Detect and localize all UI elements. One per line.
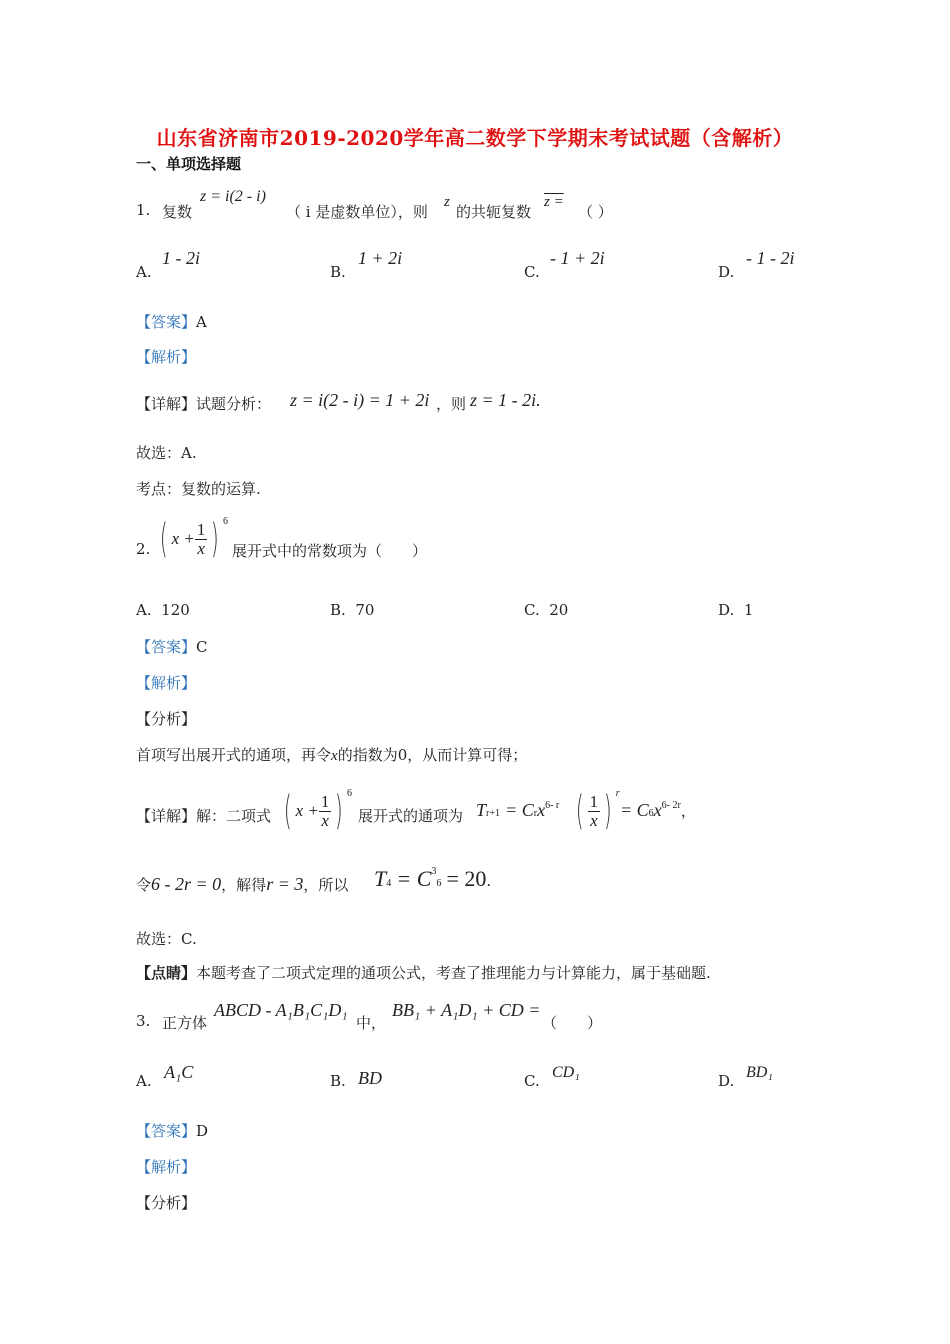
- q2-choose: 故选：C.: [136, 930, 197, 948]
- q3-option-c-value: CD₁: [552, 1064, 580, 1081]
- q1-option-c-label: C.: [524, 263, 540, 281]
- q2-detail2-frac-num: 1: [589, 791, 599, 811]
- q3-option-b-label: B.: [330, 1072, 346, 1090]
- q2-right-paren: ): [211, 516, 220, 562]
- q3-answer-tag: 【答案】: [136, 1122, 197, 1140]
- q2-detail2-right-paren: ): [604, 788, 612, 834]
- q1-analysis-tag: 【解析】: [136, 348, 197, 366]
- q2-option-c-label: C.: [524, 601, 540, 619]
- q1-choose: 故选：A.: [136, 444, 197, 462]
- q2-left-paren: (: [159, 516, 168, 562]
- q1-option-a-label: A.: [136, 263, 152, 281]
- q2-detail-fraction: [319, 793, 332, 830]
- page-title: 山东省济南市2019-2020学年高二数学下学期末考试试题（含解析）: [156, 126, 794, 150]
- q2-option-a: [136, 601, 190, 619]
- q3-number: 3.: [136, 1012, 151, 1030]
- q2-detail-exponent: 6: [347, 788, 352, 799]
- q1-stem-b: 的共轭复数: [456, 203, 532, 221]
- q2-analysis-tag: 【解析】: [136, 674, 197, 692]
- q3-stem-a: 正方体: [162, 1014, 208, 1032]
- q1-formula: z = i(2 - i): [200, 188, 266, 205]
- q1-option-b-value: 1 + 2i: [358, 248, 403, 268]
- q3-option-c-label: C.: [524, 1072, 540, 1090]
- section-heading: 一、单项选择题: [136, 155, 242, 173]
- q2-fenxi-text: 首项写出展开式的通项，再令: [136, 746, 332, 764]
- q3-option-d-label: D.: [718, 1072, 735, 1090]
- q2-line2-r: r = 3: [266, 874, 304, 894]
- q2-option-c: [524, 601, 568, 619]
- q1-tail: （ ）: [578, 203, 613, 221]
- q1-point: 考点：复数的运算.: [136, 480, 261, 498]
- q1-zbar: z =: [544, 194, 564, 210]
- q2-line2-b: ，解得: [221, 876, 267, 894]
- q2-dianjing: 本题考查了二项式定理的通项公式，考查了推理能力与计算能力，属于基础题.: [196, 964, 711, 982]
- q1-option-d-value: - 1 - 2i: [746, 248, 795, 268]
- q3-option-d-value: BD₁: [746, 1064, 773, 1081]
- q1-z: z: [444, 194, 450, 210]
- q2-frac-num: 1: [196, 519, 206, 539]
- q1-detail-text: 试题分析：: [196, 395, 272, 413]
- q2-answer-tag: 【答案】: [136, 638, 197, 656]
- q1-answer-tag: 【答案】: [136, 313, 197, 331]
- q2-t4-eq: = C: [396, 866, 432, 891]
- q3-answer: D: [196, 1122, 209, 1140]
- q2-option-d-label: D.: [718, 601, 735, 619]
- q2-t4: T: [374, 866, 387, 891]
- q2-detail2-left-paren: (: [575, 788, 584, 834]
- q2-comma: ，: [680, 802, 696, 820]
- q2-detail-x: x +: [295, 801, 319, 820]
- q2-xpow1: x: [537, 800, 546, 820]
- q1-detail-then: ，则: [436, 395, 467, 413]
- q2-fenxi-tail: 的指数为0，从而计算可得；: [337, 746, 528, 764]
- q2-detail-right-paren: ): [335, 788, 344, 834]
- q2-line2-c: ，所以: [303, 876, 349, 894]
- q2-c-sup: r: [533, 808, 538, 819]
- q1-answer: A: [196, 313, 207, 331]
- q1-stem-a: 复数: [162, 203, 193, 221]
- q2-period: .: [486, 872, 492, 890]
- q2-fenxi-x: x: [331, 748, 338, 764]
- q2-eq1: = C: [505, 800, 534, 820]
- q2-t4-c-sub: 6: [436, 878, 442, 889]
- q1-number: 1.: [136, 201, 151, 219]
- q2-detail2-frac-den: x: [590, 810, 598, 830]
- q2-xpow2-sup: 6- 2r: [661, 800, 681, 811]
- q1-detail-result: z = 1 - 2i.: [470, 390, 541, 410]
- q2-detail-left-paren: (: [283, 788, 292, 834]
- q2-option-b-value: 70: [355, 601, 375, 619]
- q2-option-a-value: 120: [161, 601, 190, 619]
- q3-analysis-tag: 【解析】: [136, 1158, 197, 1176]
- q2-detail-frac-den: x: [321, 810, 329, 830]
- q2-number: 2.: [136, 540, 151, 558]
- q2-eq2: = C: [620, 800, 649, 820]
- q2-detail-text: 解：二项式: [196, 807, 272, 825]
- q2-frac-den: x: [197, 538, 205, 558]
- q2-xpow2: x: [653, 800, 662, 820]
- q2-fenxi-tag: 【分析】: [136, 710, 197, 728]
- q2-t4-val: = 20: [446, 866, 487, 891]
- q1-option-a-value: 1 - 2i: [162, 248, 200, 268]
- q2-option-b-label: B.: [330, 601, 346, 619]
- q2-option-d-value: 1: [743, 601, 754, 619]
- q2-t4-sub: 4: [386, 878, 392, 889]
- q2-detail-tag: 【详解】: [136, 807, 197, 825]
- q2-option-b: [330, 601, 374, 619]
- q2-dianjing-tag: 【点睛】: [136, 964, 197, 982]
- q2-exponent: 6: [223, 516, 228, 527]
- q1-detail-tag: 【详解】: [136, 395, 197, 413]
- q2-answer: C: [196, 638, 208, 656]
- q2-t4-c-sup: 3: [431, 866, 437, 877]
- q3-cube: ABCD - A₁B₁C₁D₁: [214, 1000, 348, 1020]
- q2-fraction: [195, 521, 208, 558]
- q1-detail-formula: z = i(2 - i) = 1 + 2i: [290, 390, 430, 410]
- q2-option-c-value: 20: [549, 601, 569, 619]
- q2-x: x +: [171, 529, 195, 548]
- q3-mid: 中，: [356, 1014, 387, 1032]
- q2-tr-sub: r+1: [486, 808, 500, 819]
- q1-option-b-label: B.: [330, 263, 346, 281]
- q2-c-sub2: 6: [648, 808, 654, 819]
- q2-option-d: [718, 601, 753, 619]
- q3-option-a-value: A₁C: [164, 1062, 194, 1082]
- q1-option-c-value: - 1 + 2i: [550, 248, 605, 268]
- q2-detail-mid: 展开式的通项为: [358, 807, 464, 825]
- q2-xpow1-sup: 6- r: [545, 800, 560, 811]
- q2-detail2-fraction: [588, 793, 601, 830]
- q3-tail: （ ）: [542, 1014, 603, 1032]
- q2-detail2-exponent: r: [615, 788, 620, 799]
- q2-detail-frac-num: 1: [320, 791, 330, 811]
- q3-option-a-label: A.: [136, 1072, 152, 1090]
- q2-line2-a: 令: [136, 876, 152, 894]
- q2-tr: T: [476, 800, 487, 820]
- q2-line2-eq: 6 - 2r = 0: [151, 874, 222, 894]
- q1-paren: （ i 是虚数单位），则: [286, 203, 428, 221]
- q3-expr: BB₁ + A₁D₁ + CD =: [392, 1000, 541, 1020]
- q3-option-b-value: BD: [358, 1068, 382, 1088]
- q2-option-a-label: A.: [136, 601, 152, 619]
- q2-stem: 展开式中的常数项为（ ）: [232, 542, 428, 560]
- q1-option-d-label: D.: [718, 263, 735, 281]
- q3-fenxi-tag: 【分析】: [136, 1194, 197, 1212]
